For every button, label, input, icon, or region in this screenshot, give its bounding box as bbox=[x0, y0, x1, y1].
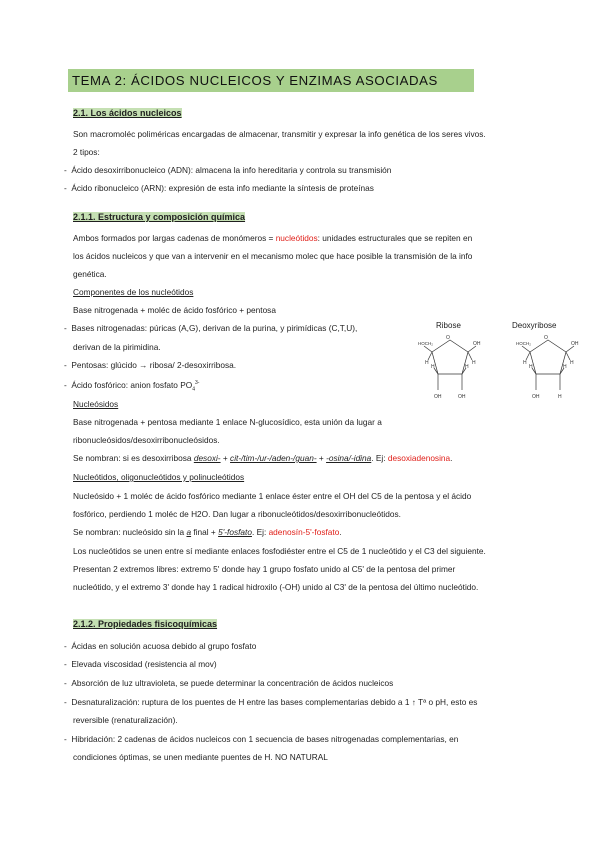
deoxy-h-c2b: H bbox=[563, 364, 567, 370]
ribose-h-c3: H bbox=[431, 364, 435, 370]
bullet-pentosas: - Pentosas: glúcido → ribosa/ 2-desoxirribosa. bbox=[64, 360, 237, 370]
deoxy-h-c2: H bbox=[558, 394, 562, 400]
ribose-oh-c3: OH bbox=[434, 394, 442, 400]
para-line-2: los ácidos nucleicos y que van a intervenir en el mecanismo molec que hace posible la transmisión de la info bbox=[73, 251, 473, 261]
deoxyribose-label: Deoxyribose bbox=[512, 321, 557, 330]
nomenclature-line: Se nombran: si es desoxirribosa desoxi- + cit-/tim-/ur-/aden-/guan- + -osina/-idina. Ej: desoxiadenosina. bbox=[73, 453, 453, 463]
bullet-desnaturalizacion: - Desnaturalización: ruptura de los puentes de H entre las bases complementarias debido a 1 ↑ Tª o pH, esto es bbox=[64, 697, 478, 707]
bullet-hibridacion-cont: condiciones óptimas, se unen mediante puentes de H. NO NATURAL bbox=[73, 752, 328, 762]
ribose-oh-c1: OH bbox=[473, 341, 481, 347]
deoxy-o-label: O bbox=[544, 335, 548, 341]
ribose-h-c4: H bbox=[425, 360, 429, 366]
tipos-text: 2 tipos: bbox=[73, 147, 100, 157]
componentes-line: Base nitrogenada + moléc de ácido fosfórico + pentosa bbox=[73, 305, 276, 315]
ribose-oh-c2: OH bbox=[458, 394, 466, 400]
oligo-line-1: Nucleósido + 1 moléc de ácido fosfórico mediante 1 enlace éster entre el OH del C5 de la pentosa y el ácido bbox=[73, 491, 472, 501]
para-line-3: genética. bbox=[73, 269, 107, 279]
subheading-nucleosidos: Nucleósidos bbox=[73, 399, 119, 409]
deoxy-h-c1: H bbox=[570, 360, 574, 366]
section-heading-2-1: 2.1. Los ácidos nucleicos bbox=[73, 108, 182, 118]
bullet-viscosidad: - Elevada viscosidad (resistencia al mov) bbox=[64, 659, 217, 669]
nucleosidos-line-2: ribonucleósidos/desoxirribonucleósidos. bbox=[73, 435, 220, 445]
bullet-bases: - Bases nitrogenadas: púricas (A,G), derivan de la purina, y pirimídicas (C,T,U), bbox=[64, 323, 358, 333]
para-monomeros: Ambos formados por largas cadenas de monómeros = nucleótidos: unidades estructurales que se repiten en bbox=[73, 233, 473, 243]
bullet-bases-cont: derivan de la pirimidina. bbox=[73, 342, 161, 352]
deoxy-hoch2-label: HOCH₂ bbox=[516, 341, 531, 346]
oligo-line-5: Presentan 2 extremos libres: extremo 5' donde hay 1 grupo fosfato unido al C5' de la pentosa del primer bbox=[73, 564, 456, 574]
intro-text: Son macromoléc poliméricas encargadas de almacenar, transmitir y expresar la info genética de los seres vivos. bbox=[73, 129, 486, 139]
nucleosidos-line-1: Base nitrogenada + pentosa mediante 1 enlace N-glucosídico, esta unión da lugar a bbox=[73, 417, 382, 427]
bullet-fosforico: - Ácido fosfórico: anion fosfato $PO_4^{3-}$ bbox=[64, 379, 200, 393]
subheading-componentes: Componentes de los nucleótidos bbox=[73, 287, 194, 297]
subheading-oligonucleotidos: Nucleótidos, oligonucleótidos y polinucleótidos bbox=[73, 472, 245, 482]
bullet-absorcion: - Absorción de luz ultravioleta, se puede determinar la concentración de ácidos nucleicos bbox=[64, 678, 394, 688]
bullet-hibridacion: - Hibridación: 2 cadenas de ácidos nucleicos con 1 secuencia de bases nitrogenadas complementarias, en bbox=[64, 734, 459, 744]
ribose-h-c1: H bbox=[472, 360, 476, 366]
bullet-adn: - Ácido desoxirribonucleico (ADN): almacena la info hereditaria y controla su transmisión bbox=[64, 165, 392, 175]
deoxy-h-c3: H bbox=[529, 364, 533, 370]
oligo-line-4: Los nucleótidos se unen entre sí mediante enlaces fosfodiéster entre el C5 de 1 nucleótido y el C3 del siguiente. bbox=[73, 546, 486, 556]
ribose-label: Ribose bbox=[436, 321, 461, 330]
ribose-h-c2: H bbox=[465, 364, 469, 370]
oligo-line-3: Se nombran: nucleósido sin la a final + 5'-fosfato. Ej: adenosín-5'-fosfato. bbox=[73, 527, 342, 537]
deoxy-h-c4: H bbox=[523, 360, 527, 366]
ribose-o-label: O bbox=[446, 335, 450, 341]
oligo-line-2: fosfórico, perdiendo 1 moléc de H2O. Dan lugar a ribonucleótidos/desoxirribonucleótidos. bbox=[73, 509, 401, 519]
section-heading-2-1-1: 2.1.1. Estructura y composición química bbox=[73, 212, 246, 222]
ribose-deoxyribose-diagram bbox=[418, 318, 600, 408]
deoxy-oh-c1: OH bbox=[571, 341, 579, 347]
section-heading-2-1-2: 2.1.2. Propiedades fisicoquímicas bbox=[73, 619, 218, 629]
oligo-line-6: nucleótido, y el extremo 3' donde hay 1 radical hidroxilo (-OH) unido al C3' de la pentosa del último nucleótido. bbox=[73, 582, 479, 592]
bullet-desnaturalizacion-cont: reversible (renaturalización). bbox=[73, 715, 178, 725]
deoxy-oh-c3: OH bbox=[532, 394, 540, 400]
page-title: TEMA 2: ÁCIDOS NUCLEICOS Y ENZIMAS ASOCIADAS bbox=[68, 69, 474, 92]
ribose-hoch2-label: HOCH₂ bbox=[418, 341, 433, 346]
bullet-arn: - Ácido ribonucleico (ARN): expresión de esta info mediante la síntesis de proteínas bbox=[64, 183, 374, 193]
bullet-acidas: - Ácidas en solución acuosa debido al grupo fosfato bbox=[64, 641, 257, 651]
